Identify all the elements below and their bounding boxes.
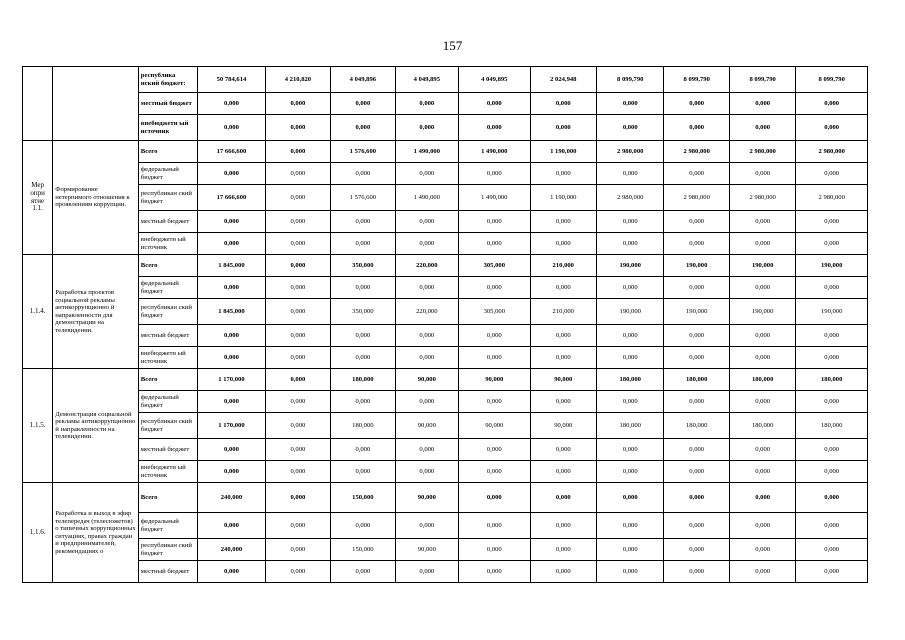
table-row (23, 141, 868, 163)
amount-cell: 180,000 (664, 369, 729, 391)
amount-cell: 0,000 (796, 211, 868, 233)
measure-name-cell: Разработка проектов социальной рекламы антикоррупционно й направленности для демонстрации на телевидении. (53, 255, 139, 369)
amount-cell: 0,000 (597, 461, 664, 483)
amount-cell: 0,000 (459, 391, 531, 413)
amount-cell: 0,000 (729, 513, 795, 539)
amount-cell: 0,000 (664, 561, 729, 583)
amount-cell: 0,000 (796, 115, 868, 141)
measure-code-cell: 1.1.4. (23, 255, 53, 369)
amount-cell: 50 784,614 (198, 67, 265, 93)
amount-cell: 0,000 (395, 163, 458, 185)
amount-cell: 0,000 (265, 211, 330, 233)
amount-cell: 2 980,000 (729, 185, 795, 211)
table-row (23, 461, 868, 483)
amount-cell: 90,000 (530, 369, 596, 391)
amount-cell: 0,000 (796, 461, 868, 483)
amount-cell: 2 980,000 (796, 141, 868, 163)
amount-cell: 0,000 (664, 461, 729, 483)
amount-cell: 180,000 (729, 369, 795, 391)
amount-cell: 0,000 (265, 93, 330, 115)
amount-cell: 0,000 (395, 391, 458, 413)
amount-cell: 0,000 (530, 483, 596, 513)
table-row (23, 483, 868, 513)
amount-cell: 1 490,000 (459, 185, 531, 211)
amount-cell: 190,000 (664, 299, 729, 325)
amount-cell: 0,000 (395, 233, 458, 255)
amount-cell: 180,000 (796, 369, 868, 391)
measure-name-cell: Демонстрация социальной рекламы антикоррупционно й направленности на телевидении. (53, 369, 139, 483)
amount-cell: 0,000 (331, 513, 395, 539)
funding-source-cell: федеральный бюджет (138, 513, 197, 539)
funding-source-cell: внебюджетн ый источник (138, 233, 197, 255)
amount-cell: 0,000 (597, 391, 664, 413)
table-row (23, 163, 868, 185)
amount-cell: 1 576,600 (331, 185, 395, 211)
amount-cell: 0,000 (729, 163, 795, 185)
table-row (23, 369, 868, 391)
amount-cell: 0,000 (729, 439, 795, 461)
amount-cell: 0,000 (796, 347, 868, 369)
amount-cell: 0,000 (530, 347, 596, 369)
amount-cell: 0,000 (796, 163, 868, 185)
amount-cell: 0,000 (729, 233, 795, 255)
amount-cell: 0,000 (459, 347, 531, 369)
table-row (23, 115, 868, 141)
amount-cell: 90,000 (459, 369, 531, 391)
amount-cell: 190,000 (796, 299, 868, 325)
amount-cell: 0,000 (796, 325, 868, 347)
amount-cell: 1 170,000 (198, 413, 265, 439)
table-row (23, 185, 868, 211)
amount-cell: 0,000 (395, 115, 458, 141)
table-row (23, 439, 868, 461)
amount-cell: 4 049,896 (331, 67, 395, 93)
measure-code-cell: 1.1.5. (23, 369, 53, 483)
amount-cell: 0,000 (198, 461, 265, 483)
amount-cell: 0,000 (597, 561, 664, 583)
amount-cell: 0,000 (729, 561, 795, 583)
amount-cell: 0,000 (331, 211, 395, 233)
amount-cell: 0,000 (459, 163, 531, 185)
amount-cell: 0,000 (664, 211, 729, 233)
amount-cell: 0,000 (395, 211, 458, 233)
amount-cell: 17 666,600 (198, 185, 265, 211)
amount-cell: 0,000 (664, 439, 729, 461)
amount-cell: 2 980,000 (796, 185, 868, 211)
amount-cell: 0,000 (459, 561, 531, 583)
amount-cell: 180,000 (597, 369, 664, 391)
table-row (23, 255, 868, 277)
amount-cell: 0,000 (597, 233, 664, 255)
amount-cell: 0,000 (459, 325, 531, 347)
budget-table (22, 66, 868, 583)
amount-cell: 0,000 (331, 391, 395, 413)
amount-cell: 0,000 (459, 115, 531, 141)
amount-cell: 0,000 (530, 461, 596, 483)
amount-cell: 1 190,000 (530, 185, 596, 211)
amount-cell: 0,000 (459, 233, 531, 255)
amount-cell: 0,000 (796, 539, 868, 561)
amount-cell: 0,000 (265, 141, 330, 163)
amount-cell: 0,000 (395, 439, 458, 461)
amount-cell: 0,000 (796, 93, 868, 115)
amount-cell: 0,000 (664, 163, 729, 185)
amount-cell: 2 980,000 (597, 141, 664, 163)
amount-cell: 0,000 (664, 539, 729, 561)
amount-cell: 0,000 (530, 211, 596, 233)
funding-source-cell: местный бюджет (138, 211, 197, 233)
measure-name-cell: Формирование нетерпимого отношения к проявлениям коррупции. (53, 141, 139, 255)
amount-cell: 0,000 (265, 413, 330, 439)
table-row (23, 539, 868, 561)
amount-cell: 0,000 (530, 513, 596, 539)
amount-cell: 240,000 (198, 483, 265, 513)
amount-cell: 4 049,895 (395, 67, 458, 93)
amount-cell: 2 980,000 (664, 141, 729, 163)
amount-cell: 0,000 (331, 163, 395, 185)
amount-cell: 90,000 (395, 413, 458, 439)
amount-cell: 0,000 (459, 277, 531, 299)
amount-cell: 0,000 (331, 439, 395, 461)
table-row (23, 277, 868, 299)
amount-cell: 0,000 (729, 539, 795, 561)
amount-cell: 2 024,948 (530, 67, 596, 93)
amount-cell: 0,000 (265, 347, 330, 369)
amount-cell: 2 980,000 (729, 141, 795, 163)
amount-cell: 0,000 (664, 93, 729, 115)
amount-cell: 0,000 (395, 561, 458, 583)
amount-cell: 90,000 (395, 369, 458, 391)
amount-cell: 150,000 (331, 483, 395, 513)
amount-cell: 0,000 (530, 163, 596, 185)
funding-source-cell: внебюджетн ый источник (138, 115, 197, 141)
amount-cell: 190,000 (729, 299, 795, 325)
amount-cell: 0,000 (530, 115, 596, 141)
amount-cell: 0,000 (597, 483, 664, 513)
amount-cell: 190,000 (597, 299, 664, 325)
measure-code-cell (23, 67, 53, 141)
amount-cell: 0,000 (198, 93, 265, 115)
amount-cell: 0,000 (459, 483, 531, 513)
amount-cell: 0,000 (265, 513, 330, 539)
amount-cell: 2 980,000 (597, 185, 664, 211)
amount-cell: 0,000 (265, 299, 330, 325)
amount-cell: 180,000 (597, 413, 664, 439)
amount-cell: 0,000 (796, 233, 868, 255)
amount-cell: 305,000 (459, 299, 531, 325)
amount-cell: 0,000 (395, 347, 458, 369)
amount-cell: 0,000 (597, 163, 664, 185)
amount-cell: 0,000 (796, 561, 868, 583)
amount-cell: 0,000 (265, 185, 330, 211)
amount-cell: 0,000 (265, 163, 330, 185)
funding-source-cell: республикан ский бюджет (138, 539, 197, 561)
amount-cell: 90,000 (395, 483, 458, 513)
amount-cell: 0,000 (530, 93, 596, 115)
amount-cell: 0,000 (198, 513, 265, 539)
amount-cell: 90,000 (459, 413, 531, 439)
amount-cell: 0,000 (265, 369, 330, 391)
table-body (23, 67, 868, 583)
amount-cell: 0,000 (459, 211, 531, 233)
amount-cell: 0,000 (597, 347, 664, 369)
table-row (23, 93, 868, 115)
amount-cell: 0,000 (198, 115, 265, 141)
amount-cell: 0,000 (664, 277, 729, 299)
amount-cell: 17 666,600 (198, 141, 265, 163)
amount-cell: 210,000 (530, 299, 596, 325)
amount-cell: 0,000 (597, 277, 664, 299)
funding-source-cell: федеральный бюджет (138, 391, 197, 413)
amount-cell: 0,000 (395, 277, 458, 299)
amount-cell: 210,000 (530, 255, 596, 277)
funding-source-cell: федеральный бюджет (138, 163, 197, 185)
amount-cell: 0,000 (530, 539, 596, 561)
funding-source-cell: внебюджетн ый источник (138, 461, 197, 483)
amount-cell: 0,000 (265, 561, 330, 583)
funding-source-cell: местный бюджет (138, 93, 197, 115)
amount-cell: 0,000 (664, 115, 729, 141)
amount-cell: 305,000 (459, 255, 531, 277)
table-row (23, 413, 868, 439)
amount-cell: 0,000 (729, 391, 795, 413)
amount-cell: 0,000 (729, 325, 795, 347)
amount-cell: 0,000 (796, 483, 868, 513)
amount-cell: 220,000 (395, 255, 458, 277)
table-row (23, 561, 868, 583)
amount-cell: 8 099,790 (796, 67, 868, 93)
measure-code-cell: 1.1.6. (23, 483, 53, 583)
amount-cell: 0,000 (265, 115, 330, 141)
amount-cell: 0,000 (265, 233, 330, 255)
amount-cell: 1 490,000 (395, 141, 458, 163)
amount-cell: 0,000 (331, 347, 395, 369)
amount-cell: 1 845,000 (198, 255, 265, 277)
funding-source-cell: республикан ский бюджет (138, 299, 197, 325)
amount-cell: 0,000 (331, 115, 395, 141)
funding-source-cell: местный бюджет (138, 439, 197, 461)
amount-cell: 0,000 (198, 211, 265, 233)
amount-cell: 1 576,600 (331, 141, 395, 163)
amount-cell: 2 980,000 (664, 185, 729, 211)
amount-cell: 0,000 (597, 211, 664, 233)
amount-cell: 0,000 (597, 539, 664, 561)
funding-source-cell: республикан ский бюджет (138, 413, 197, 439)
amount-cell: 180,000 (664, 413, 729, 439)
amount-cell: 1 490,000 (395, 185, 458, 211)
amount-cell: 0,000 (265, 483, 330, 513)
amount-cell: 0,000 (597, 325, 664, 347)
measure-name-cell (53, 67, 139, 141)
table-row (23, 391, 868, 413)
amount-cell: 0,000 (395, 461, 458, 483)
amount-cell: 190,000 (796, 255, 868, 277)
amount-cell: 0,000 (331, 93, 395, 115)
amount-cell: 0,000 (265, 325, 330, 347)
amount-cell: 1 170,000 (198, 369, 265, 391)
amount-cell: 0,000 (597, 513, 664, 539)
amount-cell: 4 210,820 (265, 67, 330, 93)
amount-cell: 0,000 (198, 277, 265, 299)
amount-cell: 0,000 (395, 93, 458, 115)
amount-cell: 190,000 (664, 255, 729, 277)
amount-cell: 0,000 (459, 513, 531, 539)
amount-cell: 0,000 (597, 439, 664, 461)
table-row (23, 513, 868, 539)
amount-cell: 0,000 (729, 211, 795, 233)
amount-cell: 0,000 (198, 391, 265, 413)
amount-cell: 0,000 (198, 233, 265, 255)
page-number: 157 (442, 38, 463, 53)
amount-cell: 0,000 (796, 277, 868, 299)
amount-cell: 180,000 (331, 413, 395, 439)
amount-cell: 0,000 (664, 233, 729, 255)
measure-name-cell: Разработка и выход в эфир телепередач (телесюжетов) о типичных коррупционных ситуациях, правах граждан и предпринимателей, рекомендациях о (53, 483, 139, 583)
amount-cell: 180,000 (331, 369, 395, 391)
amount-cell: 0,000 (459, 93, 531, 115)
table-row (23, 233, 868, 255)
amount-cell: 0,000 (198, 439, 265, 461)
funding-source-cell: республикан ский бюджет (138, 185, 197, 211)
amount-cell: 90,000 (530, 413, 596, 439)
amount-cell: 0,000 (664, 325, 729, 347)
amount-cell: 0,000 (459, 439, 531, 461)
amount-cell: 0,000 (729, 347, 795, 369)
amount-cell: 0,000 (395, 513, 458, 539)
amount-cell: 0,000 (729, 93, 795, 115)
table-row (23, 211, 868, 233)
amount-cell: 0,000 (729, 277, 795, 299)
amount-cell: 190,000 (729, 255, 795, 277)
amount-cell: 0,000 (664, 513, 729, 539)
amount-cell: 0,000 (331, 277, 395, 299)
amount-cell: 0,000 (796, 439, 868, 461)
amount-cell: 0,000 (530, 277, 596, 299)
amount-cell: 0,000 (530, 391, 596, 413)
amount-cell: 180,000 (729, 413, 795, 439)
amount-cell: 0,000 (729, 483, 795, 513)
table-row (23, 347, 868, 369)
amount-cell: 0,000 (530, 325, 596, 347)
amount-cell: 150,000 (331, 539, 395, 561)
funding-source-cell: местный бюджет (138, 561, 197, 583)
amount-cell: 0,000 (331, 461, 395, 483)
amount-cell: 0,000 (729, 115, 795, 141)
amount-cell: 4 049,895 (459, 67, 531, 93)
amount-cell: 0,000 (265, 255, 330, 277)
amount-cell: 180,000 (796, 413, 868, 439)
amount-cell: 0,000 (597, 93, 664, 115)
amount-cell: 8 099,790 (729, 67, 795, 93)
amount-cell: 0,000 (597, 115, 664, 141)
funding-source-cell: Всего (138, 369, 197, 391)
amount-cell: 0,000 (265, 461, 330, 483)
funding-source-cell: республика нский бюджет: (138, 67, 197, 93)
amount-cell: 350,000 (331, 255, 395, 277)
amount-cell: 220,000 (395, 299, 458, 325)
amount-cell: 0,000 (265, 539, 330, 561)
amount-cell: 0,000 (796, 391, 868, 413)
amount-cell: 0,000 (331, 325, 395, 347)
funding-source-cell: внебюджетн ый источник (138, 347, 197, 369)
amount-cell: 0,000 (265, 277, 330, 299)
amount-cell: 0,000 (265, 391, 330, 413)
measure-code-cell: Мер опри ятие 1.1. (23, 141, 53, 255)
amount-cell: 0,000 (198, 561, 265, 583)
funding-source-cell: федеральный бюджет (138, 277, 197, 299)
amount-cell: 0,000 (459, 539, 531, 561)
amount-cell: 0,000 (796, 513, 868, 539)
amount-cell: 240,000 (198, 539, 265, 561)
amount-cell: 0,000 (664, 391, 729, 413)
table-row (23, 325, 868, 347)
amount-cell: 0,000 (395, 325, 458, 347)
amount-cell: 0,000 (530, 561, 596, 583)
amount-cell: 190,000 (597, 255, 664, 277)
amount-cell: 0,000 (459, 461, 531, 483)
amount-cell: 350,000 (331, 299, 395, 325)
funding-source-cell: Всего (138, 255, 197, 277)
amount-cell: 0,000 (265, 439, 330, 461)
amount-cell: 1 845,000 (198, 299, 265, 325)
funding-source-cell: Всего (138, 141, 197, 163)
funding-source-cell: местный бюджет (138, 325, 197, 347)
amount-cell: 0,000 (331, 561, 395, 583)
amount-cell: 90,000 (395, 539, 458, 561)
table-row (23, 299, 868, 325)
amount-cell: 0,000 (729, 461, 795, 483)
amount-cell: 8 099,790 (664, 67, 729, 93)
amount-cell: 1 490,000 (459, 141, 531, 163)
table-row (23, 67, 868, 93)
funding-source-cell: Всего (138, 483, 197, 513)
amount-cell: 0,000 (198, 347, 265, 369)
amount-cell: 0,000 (530, 233, 596, 255)
amount-cell: 1 190,000 (530, 141, 596, 163)
amount-cell: 0,000 (331, 233, 395, 255)
amount-cell: 0,000 (198, 325, 265, 347)
amount-cell: 0,000 (198, 163, 265, 185)
amount-cell: 0,000 (664, 347, 729, 369)
amount-cell: 0,000 (664, 483, 729, 513)
amount-cell: 8 099,790 (597, 67, 664, 93)
amount-cell: 0,000 (530, 439, 596, 461)
